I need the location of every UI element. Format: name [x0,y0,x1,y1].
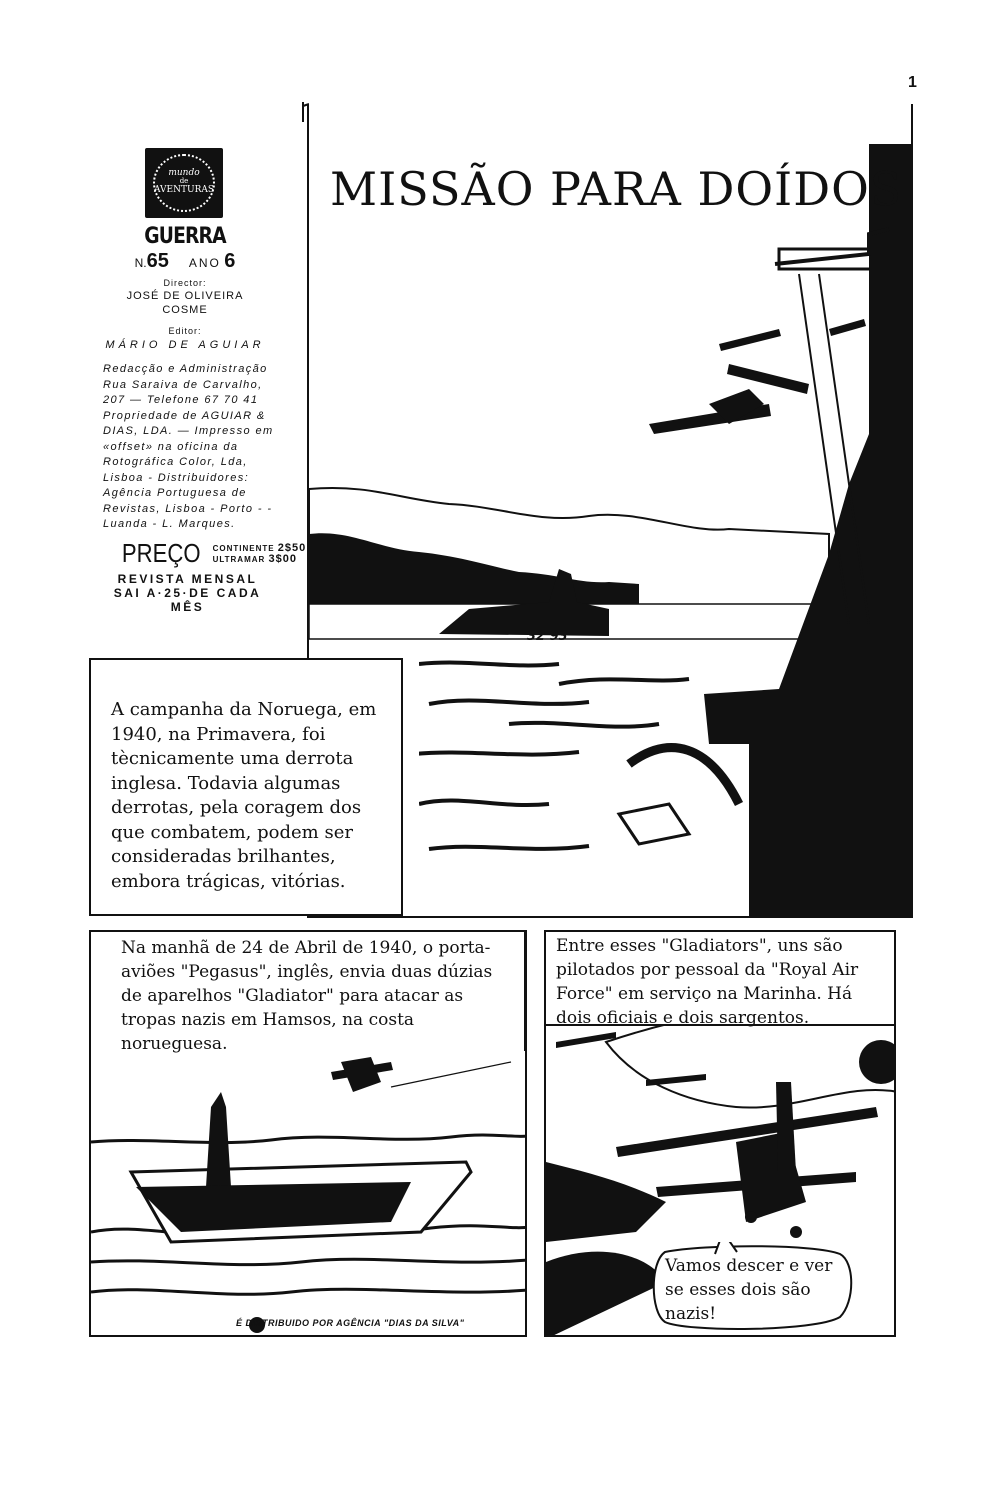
carrier-caption: Na manhã de 24 de Abril de 1940, o porta-aviões "Pegasus", inglês, envia duas dúzias de aparelhos "Gladiator" para atacar as tropas nazis em Hamsos, na costa norueguesa. [89,930,526,1051]
speech-text: Vamos descer e ver se esses dois são nazis! [665,1256,833,1324]
director-name-2: COSME [162,304,208,316]
publisher-credits: Redacção e Administração Rua Saraiva de Carvalho, 207 — Telefone 67 70 41 Propriedade de AGUIAR & DIAS, LDA. — Impresso em «offset» na oficina da Rotográfica Color, Lda, Lisboa - Distribuidores: Agência Portuguesa de Revistas, Lisboa - Porto - -Luanda - L. Marques. [103,363,274,530]
series-name: GUERRA [144,224,226,249]
ship-number: 32 93 [527,629,568,644]
publication-schedule: REVISTA MENSAL SAI A·25·DE CADA MÊS [113,572,262,614]
issue-info: N.65 ANO 6 [134,250,236,272]
copyright-strip: É DISTRIBUIDO POR AGÊNCIA "DIAS DA SILVA" [236,1318,465,1328]
intro-caption: A campanha da Noruega, em 1940, na Primavera, foi tècnicamente uma derrota inglesa. Todavia algumas derrotas, pela coragem dos que combatem, podem ser consideradas brilhantes, embora trágicas, vitórias. [89,658,403,916]
publisher-logo: mundo de AVENTURAS [145,148,223,218]
story-title: MISSÃO PARA DOÍDOS [330,162,903,216]
page-number: 1 [908,74,917,91]
editor-name: MÁRIO DE AGUIAR [105,339,265,351]
editor-label: Editor: [168,326,202,336]
director-name-1: JOSÉ DE OLIVEIRA [126,290,244,302]
director-label: Director: [163,278,207,288]
gladiators-caption: Entre esses "Gladiators", uns são pilotados por pessoal da "Royal Air Force" em serviço na Marinha. Há dois oficiais e dois sargentos. [544,930,896,1026]
price-block: PREÇO CONTINENTE 2$50 ULTRAMAR 3$00 [121,538,307,568]
